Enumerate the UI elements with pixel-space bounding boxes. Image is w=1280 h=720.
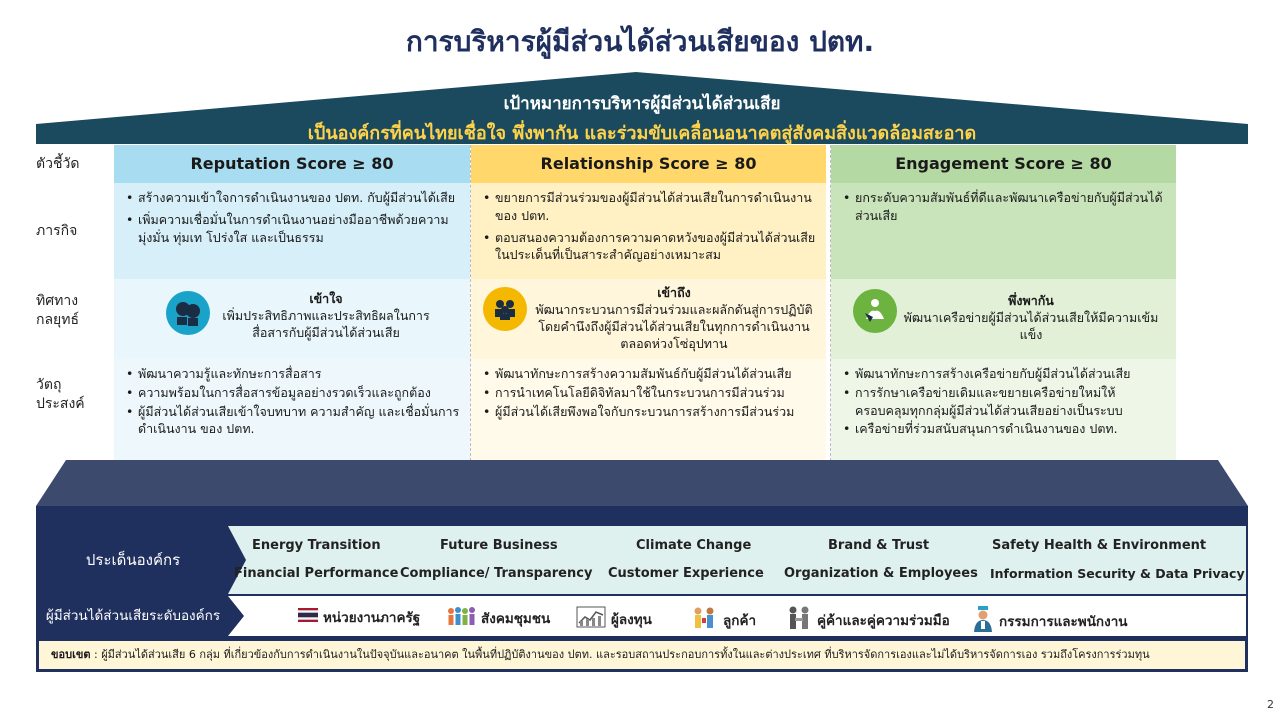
scope-panel bbox=[36, 638, 1248, 672]
stakeholder-employee: กรรมการและพนักงาน bbox=[972, 606, 1128, 636]
stakeholder-customer: ลูกค้า bbox=[690, 606, 756, 634]
issues-label: ประเด็นองค์กร bbox=[85, 551, 181, 569]
strategy-title: เข้าใจ bbox=[309, 291, 343, 306]
group-icon bbox=[483, 287, 527, 331]
objective-item: • พัฒนาความรู้และทักษะการสื่อสาร bbox=[126, 365, 460, 383]
strategy-title: พึ่งพากัน bbox=[1008, 293, 1054, 308]
mission-reputation bbox=[114, 183, 470, 279]
mission-item: • ยกระดับความสัมพันธ์ที่ดีและพัฒนาเครือข่ายกับผู้มีส่วนได้ส่วนเสีย bbox=[843, 189, 1166, 225]
mission-item: • สร้างความเข้าใจการดำเนินงานของ ปตท. กับผู้มีส่วนได้เสีย bbox=[126, 189, 460, 207]
kpi-relationship: Relationship Score ≥ 80 bbox=[471, 145, 826, 183]
objective-item: • การรักษาเครือข่ายเดิมและขยายเครือข่ายใหม่ให้ครอบคลุมทุกกลุ่มผู้มีส่วนได้ส่วนเสียอย่างเป็นระบบ bbox=[843, 384, 1166, 420]
issue-item: Energy Transition bbox=[252, 538, 381, 553]
stakeholder-government: หน่วยงานภาครัฐ bbox=[298, 606, 420, 628]
objective-item: • พัฒนาทักษะการสร้างความสัมพันธ์กับผู้มีส่วนได้ส่วนเสีย bbox=[483, 365, 816, 383]
customer-icon bbox=[690, 606, 718, 634]
strategy-engagement bbox=[831, 279, 1176, 359]
strategy-text: พัฒนาเครือข่ายผู้มีส่วนได้ส่วนเสียให้มีความเข้มแข็ง bbox=[903, 309, 1159, 342]
mission-item: • ขยายการมีส่วนร่วมของผู้มีส่วนได้ส่วนเสียในการดำเนินงานของ ปตท. bbox=[483, 189, 816, 225]
row-label-strategy: ทิศทาง กลยุทธ์ bbox=[36, 293, 80, 328]
pillar-reputation bbox=[114, 145, 470, 461]
objective-relationship bbox=[471, 359, 826, 461]
community-icon bbox=[446, 606, 476, 630]
employee-icon bbox=[972, 606, 994, 636]
mission-item: • เพิ่มความเชื่อมั่นในการดำเนินงานอย่างมืออาชีพด้วยความมุ่งมั่น ทุ่มเท โปร่งใส และเป็นธรรม bbox=[126, 211, 460, 247]
page-title: การบริหารผู้มีส่วนได้ส่วนเสียของ ปตท. bbox=[405, 25, 875, 58]
goal-roof bbox=[36, 72, 1248, 144]
page-number: 2 bbox=[1267, 698, 1274, 711]
strategy-relationship bbox=[471, 279, 826, 359]
row-label-objective: วัตถุ ประสงค์ bbox=[36, 377, 85, 412]
issue-item: Organization & Employees bbox=[784, 566, 978, 581]
kpi-reputation: Reputation Score ≥ 80 bbox=[114, 145, 470, 183]
goal-heading: เป้าหมายการบริหารผู้มีส่วนได้ส่วนเสีย bbox=[503, 94, 781, 114]
objective-engagement bbox=[831, 359, 1176, 461]
issue-item: Customer Experience bbox=[608, 566, 764, 581]
issue-item: Brand & Trust bbox=[828, 538, 930, 553]
objective-reputation bbox=[114, 359, 470, 461]
strategy-text: พัฒนากระบวนการมีส่วนร่วมและผลักดันสู่การปฏิบัติโดยคำนึงถึงผู้มีส่วนได้ส่วนเสียในทุกการดำเนินงานตลอดห่วงโซ่อุปทาน bbox=[535, 301, 813, 351]
objective-item: • ผู้มีส่วนได้ส่วนเสียเข้าใจบทบาท ความสำคัญ และเชื่อมั่นการดำเนินงาน ของ ปตท. bbox=[126, 403, 460, 439]
mission-engagement bbox=[831, 183, 1176, 279]
stakeholders-panel bbox=[36, 596, 1248, 638]
kpi-engagement: Engagement Score ≥ 80 bbox=[831, 145, 1176, 183]
objective-item: • ความพร้อมในการสื่อสารข้อมูลอย่างรวดเร็วและถูกต้อง bbox=[126, 384, 460, 402]
helping-hand-icon bbox=[853, 289, 897, 333]
objective-item: • พัฒนาทักษะการสร้างเครือข่ายกับผู้มีส่วนได้ส่วนเสีย bbox=[843, 365, 1166, 383]
scope-label: ขอบเขต bbox=[51, 648, 91, 661]
objective-item: • ผู้มีส่วนได้เสียพึงพอใจกับกระบวนการสร้างการมีส่วนร่วม bbox=[483, 403, 816, 421]
row-label-mission: ภารกิจ bbox=[36, 223, 78, 239]
partner-icon bbox=[786, 606, 812, 634]
issue-item: Safety Health & Environment bbox=[992, 538, 1207, 553]
strategy-reputation bbox=[114, 279, 470, 359]
mission-relationship bbox=[471, 183, 826, 279]
issue-item: Compliance/ Transparency bbox=[400, 566, 593, 581]
pillar-relationship bbox=[470, 145, 826, 461]
objective-item: • การนำเทคโนโลยีดิจิทัลมาใช้ในกระบวนการมีส่วนร่วม bbox=[483, 384, 816, 402]
mission-item: • ตอบสนองความต้องการความคาดหวังของผู้มีส่วนได้ส่วนเสียในประเด็นที่เป็นสาระสำคัญอย่างเหมาะสม bbox=[483, 229, 816, 265]
investor-chart-icon bbox=[576, 606, 606, 632]
scope-text: : ผู้มีส่วนได้ส่วนเสีย 6 กลุ่ม ที่เกี่ยวข้องกับการดำเนินงานในปัจจุบันและอนาคต ในพื้นที่ปฏิบัติงานของ ปตท. และรอบสถานประกอบการทั้งในและต่างประเทศ ที่บริหารจัดการเองและไม่ได้บริหารจัดการเอง รวมถึงโครงการร่วมทุน bbox=[90, 648, 1150, 661]
issue-item: Information Security & Data Privacy bbox=[990, 566, 1245, 581]
issue-item: Future Business bbox=[440, 538, 558, 553]
strategy-title: เข้าถึง bbox=[657, 285, 691, 300]
corporate-issues-panel bbox=[36, 524, 1248, 596]
stakeholder-partner: คู่ค้าและคู่ความร่วมมือ bbox=[786, 606, 950, 634]
vision-statement: เป็นองค์กรที่คนไทยเชื่อใจ พึ่งพากัน และร่วมขับเคลื่อนอนาคตสู่สังคมสิ่งแวดล้อมสะอาด bbox=[307, 123, 977, 144]
stakeholders-label: ผู้มีส่วนได้ส่วนเสียระดับองค์กร bbox=[45, 607, 221, 624]
row-label-kpi: ตัวชี้วัด bbox=[36, 156, 80, 172]
objective-item: • เครือข่ายที่ร่วมสนับสนุนการดำเนินงานของ ปตท. bbox=[843, 420, 1166, 438]
issue-item: Climate Change bbox=[636, 538, 752, 553]
foundation-pedestal bbox=[36, 460, 1248, 524]
stakeholder-investor: ผู้ลงทุน bbox=[576, 606, 652, 632]
people-dialogue-icon bbox=[166, 291, 210, 335]
issue-item: Financial Performance bbox=[234, 566, 399, 581]
pillar-engagement bbox=[830, 145, 1176, 461]
thai-flag-icon bbox=[298, 608, 318, 626]
strategy-text: เพิ่มประสิทธิภาพและประสิทธิผลในการสื่อสารกับผู้มีส่วนได้ส่วนเสีย bbox=[222, 307, 430, 340]
stakeholder-community: สังคมชุมชน bbox=[446, 606, 550, 630]
